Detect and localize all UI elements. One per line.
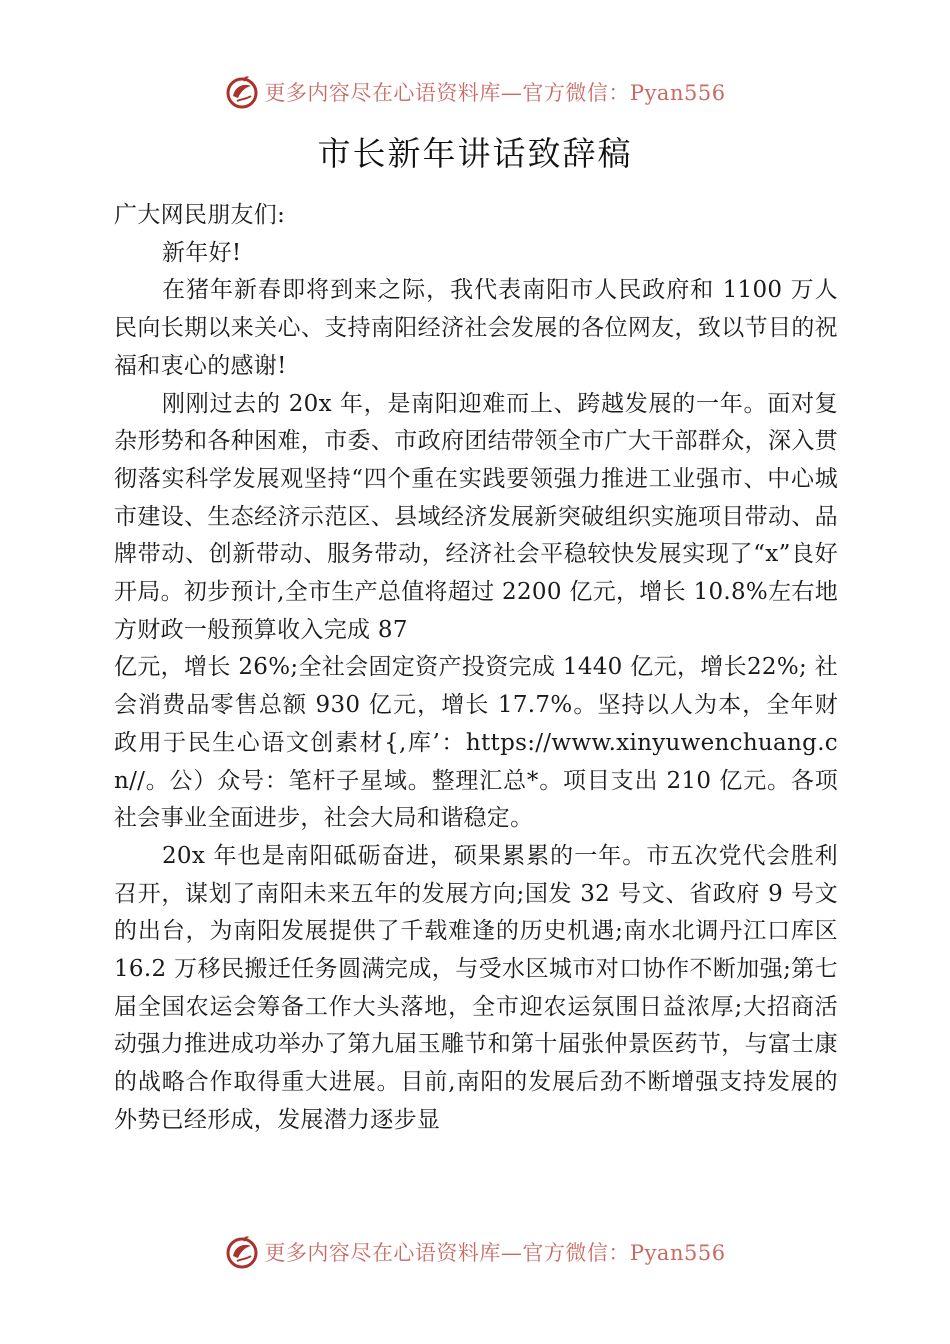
apple-logo-icon xyxy=(224,1234,260,1270)
paragraph-2: 刚刚过去的 20x 年，是南阳迎难而上、跨越发展的一年。面对复杂形势和各种困难，市委、市政府团结带领全市广大干部群众，深入贯彻落实科学发展观坚持“四个重在实践要领强力推进工业强市、中心城市建设、生态经济示范区、县域经济发展新突破组织实施项目带动、品牌带动、创新带动、服务带动，经济社会平稳较快发展实现了“x”良好开局。初步预计,全市生产总值将超过 2200 亿元，增长 10.8%左右地方财政一般预算收入完成 87 xyxy=(114,390,838,643)
paragraph-2-continued: 亿元，增长 26%;全社会固定资产投资完成 1440 亿元，增长22%; 社会消费品零售总额 930 亿元，增长 17.7%。坚持以人为本，全年财政用于民生心语文创素材{,库’：https://www.xinyuwenchuang.cn//。公）众号：笔杆子星域。整理汇总*。项目支出 210 亿元。各项社会事业全面进步，社会大局和谐稳定。 xyxy=(114,654,838,832)
footer-banner-text: 更多内容尽在心语资料库—官方微信：Pyan556 xyxy=(264,1241,726,1265)
paragraph-1: 在猪年新春即将到来之际，我代表南阳市人民政府和 1100 万人民向长期以来关心、支持南阳经济社会发展的各位网友，致以节目的祝福和衷心的感谢! xyxy=(114,277,838,379)
paragraph-3: 20x 年也是南阳砥砺奋进，硕果累累的一年。市五次党代会胜利召开，谋划了南阳未来五年的发展方向;国发 32 号文、省政府 9 号文的出台，为南阳发展提供了千载难逢的历史机遇;南水北调丹江口库区 16.2 万移民搬迁任务圆满完成，与受水区城市对口协作不断加强;第七届全国农运会筹备工作大头落地，全市迎农运氛围日益浓厚;大招商活动强力推进成功举办了第九届玉雕节和第十届张仲景医药节，与富士康的战略合作取得重大进展。目前,南阳的发展后劲不断增强支持发展的外势已经形成，发展潜力逐步显 xyxy=(114,842,838,1133)
header-banner-text: 更多内容尽在心语资料库—官方微信：Pyan556 xyxy=(264,81,726,105)
footer-banner xyxy=(0,1230,950,1274)
header-banner xyxy=(0,70,950,114)
apple-logo-icon xyxy=(224,74,260,110)
salutation: 广大网民朋友们: xyxy=(114,202,286,228)
document-body xyxy=(114,197,838,1140)
document-title: 市长新年讲话致辞稿 xyxy=(317,134,633,173)
greeting: 新年好! xyxy=(162,239,242,266)
